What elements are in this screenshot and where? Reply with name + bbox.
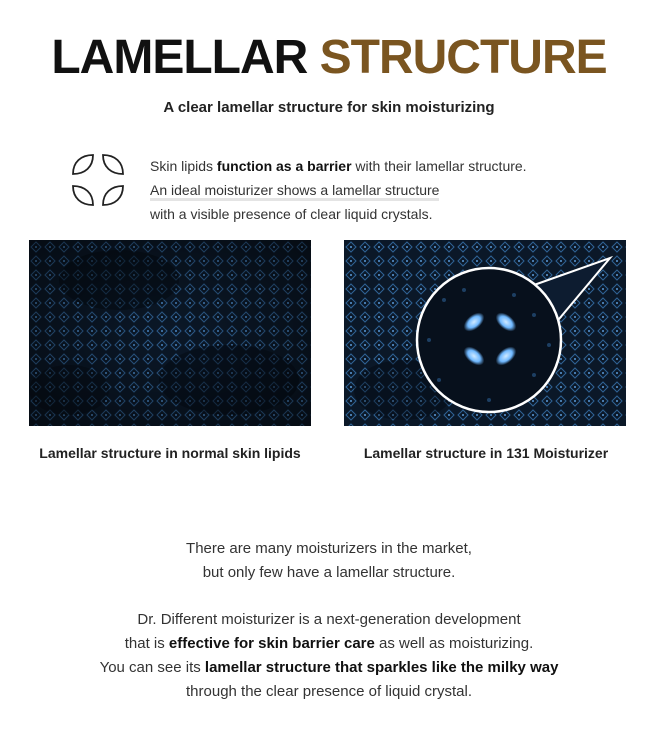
title-word-lamellar: LAMELLAR bbox=[51, 31, 308, 84]
market-line-2: but only few have a lamellar structure. bbox=[202, 564, 456, 581]
title-word-structure: STRUCTURE bbox=[319, 31, 607, 84]
intro-line-1-bold: function as a barrier bbox=[216, 158, 352, 174]
page-title bbox=[0, 30, 658, 86]
product-line-3-pre: You can see its bbox=[99, 659, 205, 676]
subtitle: A clear lamellar structure for skin moisturizing bbox=[163, 99, 495, 116]
intro-description bbox=[150, 154, 527, 226]
product-line-3-bold: lamellar structure that sparkles like the milky way bbox=[204, 659, 559, 676]
intro-line-1-post: with their lamellar structure. bbox=[351, 158, 527, 174]
intro-line-2 bbox=[150, 178, 527, 202]
normal-skin-caption: Lamellar structure in normal skin lipids bbox=[39, 445, 301, 461]
intro-line-1 bbox=[150, 154, 527, 178]
product-line-3 bbox=[0, 656, 658, 680]
product-line-2 bbox=[0, 632, 658, 656]
normal-skin-lipids-image bbox=[29, 240, 311, 426]
lamellar-petals-icon bbox=[68, 150, 128, 210]
market-line-1: There are many moisturizers in the market, bbox=[186, 540, 472, 557]
moisturizer-caption: Lamellar structure in 131 Moisturizer bbox=[363, 445, 609, 461]
product-line-1: Dr. Different moisturizer is a next-generation development bbox=[137, 611, 521, 628]
intro-line-2-highlight: An ideal moisturizer shows a lamellar structure bbox=[150, 182, 439, 201]
market-paragraph bbox=[0, 537, 658, 585]
product-line-2-post: as well as moisturizing. bbox=[374, 635, 534, 652]
intro-line-1-pre: Skin lipids bbox=[150, 158, 217, 174]
product-line-2-pre: that is bbox=[124, 635, 169, 652]
intro-line-3: with a visible presence of clear liquid crystals. bbox=[150, 206, 433, 222]
product-paragraph bbox=[0, 608, 658, 704]
product-line-2-bold: effective for skin barrier care bbox=[168, 635, 375, 652]
moisturizer-lamellar-image bbox=[344, 240, 626, 426]
product-line-4: through the clear presence of liquid crystal. bbox=[186, 683, 472, 700]
